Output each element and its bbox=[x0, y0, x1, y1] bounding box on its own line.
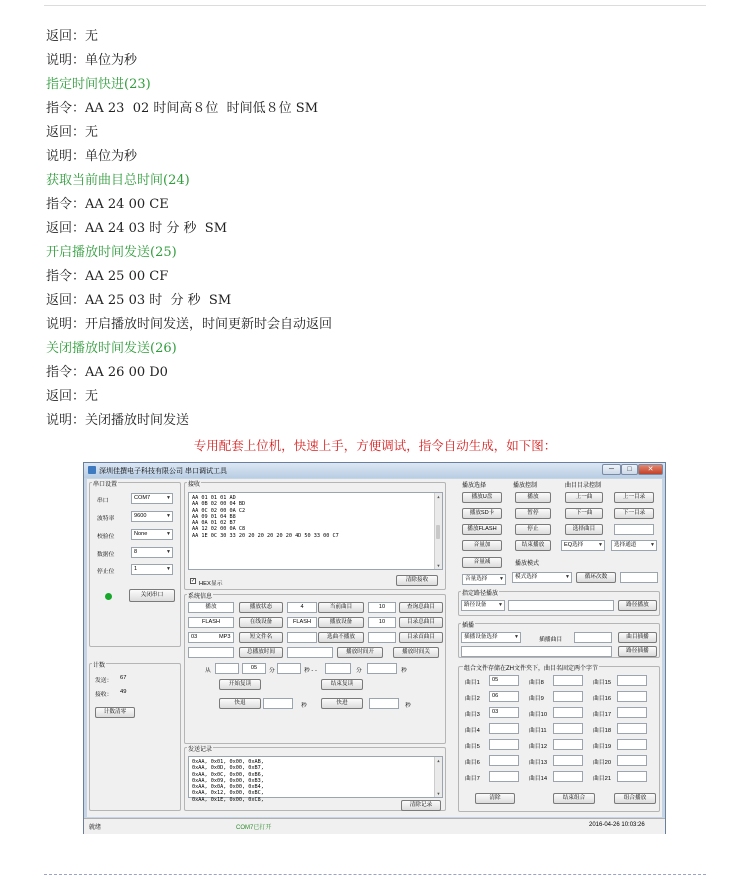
port-status-led bbox=[105, 593, 112, 600]
doc-line: 指令：AA 24 00 CE bbox=[46, 197, 169, 212]
doc-line: 说明：开启播放时间发送，时间更新时会自动返回 bbox=[46, 317, 333, 332]
databits-select[interactable] bbox=[131, 547, 173, 558]
app-icon bbox=[88, 466, 96, 474]
doc-line: 返回：无 bbox=[46, 389, 99, 404]
track-label: 曲目1 bbox=[465, 680, 480, 686]
track-label: 曲目2 bbox=[465, 696, 480, 702]
mode-select[interactable] bbox=[512, 572, 572, 583]
track-label: 曲目16 bbox=[593, 696, 612, 702]
loop-count-button[interactable]: 循环次数 bbox=[576, 572, 616, 583]
minute-label-1: 分 bbox=[269, 668, 275, 674]
track-input[interactable] bbox=[617, 707, 647, 718]
track-input[interactable] bbox=[489, 723, 519, 734]
insert-title: 插播 bbox=[461, 620, 475, 629]
promo-caption: 专用配套上位机，快速上手，方便调试，指令自动生成，如下图： bbox=[193, 438, 557, 453]
from-minute-spacer[interactable] bbox=[215, 663, 239, 674]
fast-forward-button[interactable]: 快进 bbox=[321, 698, 363, 709]
play-button[interactable]: 播放 bbox=[515, 492, 551, 503]
track-label: 曲目11 bbox=[529, 728, 547, 734]
total-tracks-value: 10 bbox=[368, 602, 396, 613]
doc-line: 指令：AA 23 02 时间高８位 时间低８位 SM bbox=[46, 101, 319, 116]
serial-debug-window bbox=[83, 462, 666, 834]
start-repeat-button[interactable]: 开始复读 bbox=[219, 679, 261, 690]
play-time-on-button[interactable]: 播放时间开 bbox=[337, 647, 383, 658]
track-label: 曲目5 bbox=[465, 744, 480, 750]
stopbits-value: 1 bbox=[134, 566, 138, 572]
play-device-value: FLASH bbox=[287, 617, 317, 628]
combo-play-button[interactable]: 组合播放 bbox=[614, 793, 656, 804]
short-name-num: 03 bbox=[191, 634, 198, 640]
sendlog-text: 0xAA, 0x01, 0x00, 0xAB, 0xAA, 0x0D, 0x00, 0xB7, 0xAA, 0x0C, 0x00, 0xB6, 0xAA, 0x09, 0x00, 0xB3, 0xAA, 0x0A, 0x00, 0xB4, 0xAA, 0x12, 0x00, 0xBC, 0xAA, 0x1E, 0x00, 0xC8, bbox=[192, 759, 264, 803]
channel-select[interactable] bbox=[611, 540, 657, 551]
scroll-down-icon[interactable]: ▼ bbox=[437, 791, 440, 796]
track-input[interactable] bbox=[617, 675, 647, 686]
track-input[interactable] bbox=[617, 771, 647, 782]
total-time-value bbox=[188, 647, 234, 658]
play-time-off-button[interactable]: 播放时间关 bbox=[393, 647, 439, 658]
play-control-title: 播放控制 bbox=[513, 483, 538, 489]
port-label: 串口 bbox=[97, 498, 109, 504]
insert-track-input[interactable] bbox=[574, 632, 612, 643]
chevron-down-icon: ▼ bbox=[650, 542, 655, 548]
doc-line: 说明：单位为秒 bbox=[46, 53, 138, 68]
select-no-play-input[interactable] bbox=[287, 632, 317, 643]
track-label: 曲目13 bbox=[529, 760, 548, 766]
port-value: COM7 bbox=[134, 495, 151, 501]
fast-forward-input[interactable] bbox=[369, 698, 399, 709]
track-label: 曲目6 bbox=[465, 760, 480, 766]
track-input[interactable]: 06 bbox=[489, 691, 519, 702]
play-state-button[interactable]: 播放状态 bbox=[239, 602, 283, 613]
stop-button[interactable]: 停止 bbox=[515, 524, 551, 535]
parity-value: None bbox=[134, 531, 148, 537]
track-input[interactable] bbox=[553, 723, 583, 734]
online-device-value: FLASH bbox=[188, 617, 234, 628]
chevron-down-icon: ▼ bbox=[166, 566, 171, 572]
counter-group bbox=[89, 663, 181, 811]
section-heading: 关闭播放时间发送(26) bbox=[46, 341, 177, 356]
short-name-ext: MP3 bbox=[219, 634, 231, 640]
track-input[interactable] bbox=[489, 771, 519, 782]
stopbits-label: 停止位 bbox=[97, 569, 115, 575]
clear-count-button[interactable]: 计数清零 bbox=[95, 707, 135, 718]
path-play-title: 指定路径播放 bbox=[461, 588, 499, 597]
close-port-button[interactable]: 关闭串口 bbox=[129, 589, 175, 602]
chevron-down-icon: ▼ bbox=[166, 549, 171, 555]
play-udisk-button[interactable]: 播放U盘 bbox=[462, 492, 502, 503]
insert-device-value: 插播设备选择 bbox=[464, 634, 498, 640]
prev-dir-button[interactable]: 上一目录 bbox=[614, 492, 654, 503]
query-total-button[interactable]: 查询总曲目 bbox=[399, 602, 443, 613]
parity-label: 校验位 bbox=[97, 534, 115, 540]
chevron-down-icon: ▼ bbox=[166, 513, 171, 519]
chevron-down-icon: ▼ bbox=[565, 574, 570, 580]
play-mode-title: 播放模式 bbox=[515, 561, 540, 567]
scroll-thumb[interactable] bbox=[436, 525, 440, 539]
play-device-button[interactable]: 播放设备 bbox=[318, 617, 364, 628]
track-label: 曲目20 bbox=[593, 760, 612, 766]
track-label: 曲目17 bbox=[593, 712, 612, 718]
clear-receive-button[interactable]: 清除接收 bbox=[396, 575, 438, 586]
sysinfo-title: 系统信息 bbox=[187, 591, 213, 600]
to-minute-input[interactable] bbox=[325, 663, 351, 674]
receive-title: 接收 bbox=[187, 479, 201, 488]
track-input[interactable] bbox=[617, 739, 647, 750]
insert-track-label: 插播曲目 bbox=[539, 637, 563, 643]
track-input[interactable]: 03 bbox=[489, 707, 519, 718]
receive-textarea[interactable] bbox=[188, 492, 443, 570]
play-state-value: 播放 bbox=[188, 602, 234, 613]
track-input[interactable] bbox=[553, 691, 583, 702]
from-second-input[interactable] bbox=[277, 663, 301, 674]
port-select[interactable] bbox=[131, 493, 173, 504]
path-insert-button[interactable]: 路径插播 bbox=[618, 646, 657, 657]
from-label: 从 bbox=[205, 668, 211, 674]
track-input[interactable] bbox=[617, 755, 647, 766]
end-repeat-button[interactable]: 结束复读 bbox=[321, 679, 363, 690]
doc-line: 指令：AA 26 00 D0 bbox=[46, 365, 168, 380]
scroll-down-icon[interactable]: ▼ bbox=[437, 563, 440, 568]
chevron-down-icon: ▼ bbox=[598, 542, 603, 548]
databits-label: 数据位 bbox=[97, 552, 115, 558]
next-track-button[interactable]: 下一曲 bbox=[565, 508, 603, 519]
volume-up-button[interactable]: 音量加 bbox=[462, 540, 502, 551]
prev-track-button[interactable]: 上一曲 bbox=[565, 492, 603, 503]
track-input[interactable] bbox=[553, 675, 583, 686]
eq-select-value: EQ选择 bbox=[564, 542, 584, 548]
next-dir-button[interactable]: 下一目录 bbox=[614, 508, 654, 519]
doc-line: 说明：单位为秒 bbox=[46, 149, 138, 164]
track-input[interactable] bbox=[489, 739, 519, 750]
status-ready: 就绪 bbox=[89, 825, 102, 831]
combo-play-title: 组合文件存储在ZH文件夹下，曲目名固定两个字节 bbox=[463, 663, 599, 672]
recv-count: 49 bbox=[120, 689, 127, 695]
stopbits-select[interactable] bbox=[131, 564, 173, 575]
track-input[interactable] bbox=[617, 723, 647, 734]
short-filename-button[interactable]: 短文件名 bbox=[239, 632, 283, 643]
top-divider bbox=[44, 5, 706, 6]
track-insert-button[interactable]: 曲目插播 bbox=[618, 632, 657, 643]
track-input[interactable] bbox=[489, 755, 519, 766]
dir-control-title: 曲目目录控制 bbox=[565, 483, 602, 489]
online-device-button[interactable]: 在线设备 bbox=[239, 617, 283, 628]
track-label: 曲目19 bbox=[593, 744, 612, 750]
end-combo-button[interactable]: 结束组合 bbox=[553, 793, 595, 804]
baud-value: 9600 bbox=[134, 513, 147, 519]
path-device-select[interactable] bbox=[461, 600, 505, 611]
fast-back-button[interactable]: 快退 bbox=[219, 698, 261, 709]
select-track-button[interactable]: 选择曲目 bbox=[565, 524, 603, 535]
doc-line: 返回：AA 25 03 时 分 秒 SM bbox=[46, 293, 232, 308]
parity-select[interactable] bbox=[131, 529, 173, 540]
pause-button[interactable]: 暂停 bbox=[515, 508, 551, 519]
receive-text: AA 01 01 01 AD AA 0B 02 00 04 BD AA 0C 02 00 0A C2 AA 09 01 04 B8 AA 0A 01 02 B7 AA 12 02 00 0A C8 AA 1E 0C 30 33 20 20 20 20 20 20 4D 50 33 00 C7 bbox=[192, 495, 339, 539]
chevron-down-icon: ▼ bbox=[499, 576, 504, 582]
track-label: 曲目4 bbox=[465, 728, 480, 734]
eq-select[interactable] bbox=[561, 540, 605, 551]
hex-label: HEX显示 bbox=[199, 581, 223, 587]
sendlog-scrollbar[interactable] bbox=[434, 757, 442, 797]
bottom-divider bbox=[44, 874, 706, 875]
hex-checkbox[interactable]: ✓ bbox=[191, 578, 196, 584]
select-no-play-button[interactable]: 选曲不播放 bbox=[318, 632, 364, 643]
to-second-input[interactable] bbox=[367, 663, 397, 674]
track-input[interactable] bbox=[553, 755, 583, 766]
sendlog-title: 发送记录 bbox=[187, 744, 213, 753]
dir-first-button[interactable]: 目录首曲目 bbox=[399, 632, 443, 643]
track-input[interactable]: 05 bbox=[489, 675, 519, 686]
current-track-button[interactable]: 当前曲目 bbox=[318, 602, 364, 613]
track-label: 曲目12 bbox=[529, 744, 548, 750]
insert-path-input[interactable] bbox=[461, 646, 612, 657]
counter-title: 计数 bbox=[92, 660, 106, 669]
sent-count: 67 bbox=[120, 675, 127, 681]
combo-clear-button[interactable]: 清除 bbox=[475, 793, 515, 804]
status-datetime: 2016-04-26 10:03:26 bbox=[589, 822, 645, 828]
baud-select[interactable] bbox=[131, 511, 173, 522]
doc-line: 说明：关闭播放时间发送 bbox=[46, 413, 190, 428]
section-heading: 获取当前曲目总时间(24) bbox=[46, 173, 190, 188]
doc-line: 返回：AA 24 03 时 分 秒 SM bbox=[46, 221, 228, 236]
sent-label: 发送： bbox=[95, 678, 113, 684]
insert-device-select[interactable] bbox=[461, 632, 521, 643]
close-icon[interactable]: ✕ bbox=[638, 464, 663, 475]
play-time-value bbox=[287, 647, 333, 658]
track-label: 曲目8 bbox=[529, 680, 544, 686]
volume-down-button[interactable]: 音量减 bbox=[462, 557, 502, 568]
dir-first-input[interactable] bbox=[368, 632, 396, 643]
from-minute-input[interactable]: 05 bbox=[242, 663, 266, 674]
channel-select-value: 选择通道 bbox=[614, 542, 637, 548]
loop-count-input[interactable] bbox=[620, 572, 658, 583]
fast-back-input[interactable] bbox=[263, 698, 293, 709]
track-label: 曲目7 bbox=[465, 776, 480, 782]
track-label: 曲目21 bbox=[593, 776, 612, 782]
doc-line: 指令：AA 25 00 CF bbox=[46, 269, 169, 284]
receive-scrollbar[interactable] bbox=[434, 493, 442, 569]
document-body bbox=[46, 25, 706, 433]
second-label-3: 秒 bbox=[301, 703, 307, 709]
track-input[interactable] bbox=[553, 771, 583, 782]
select-track-input[interactable] bbox=[614, 524, 654, 535]
baud-label: 波特率 bbox=[97, 516, 115, 522]
current-track-value: 4 bbox=[287, 602, 317, 613]
recv-label: 接收： bbox=[95, 692, 113, 698]
section-heading: 指定时间快进(23) bbox=[46, 77, 151, 92]
dir-total-value: 10 bbox=[368, 617, 396, 628]
play-select-title: 播放选择 bbox=[462, 483, 487, 489]
window-client bbox=[87, 479, 662, 817]
section-heading: 开启播放时间发送(25) bbox=[46, 245, 177, 260]
second-label-1: 秒 - - bbox=[304, 668, 317, 674]
track-input[interactable] bbox=[617, 691, 647, 702]
path-device-value: 路径设备 bbox=[464, 602, 487, 608]
scroll-up-icon[interactable]: ▲ bbox=[437, 494, 440, 499]
track-input[interactable] bbox=[553, 739, 583, 750]
total-time-button[interactable]: 总播放时间 bbox=[239, 647, 283, 658]
second-label-4: 秒 bbox=[405, 703, 411, 709]
clear-log-button[interactable]: 清除记录 bbox=[401, 800, 441, 811]
track-label: 曲目18 bbox=[593, 728, 612, 734]
path-input[interactable] bbox=[508, 600, 614, 611]
end-play-button[interactable]: 结束播放 bbox=[515, 540, 551, 551]
track-label: 曲目15 bbox=[593, 680, 612, 686]
scroll-up-icon[interactable]: ▲ bbox=[437, 758, 440, 763]
minimize-icon[interactable]: ─ bbox=[602, 464, 621, 475]
mode-select-value: 模式选择 bbox=[515, 574, 538, 580]
databits-value: 8 bbox=[134, 549, 138, 555]
track-label: 曲目10 bbox=[529, 712, 548, 718]
status-port-open: COM7已打开 bbox=[236, 825, 272, 831]
second-label-2: 秒 bbox=[401, 668, 407, 674]
window-title: 深圳佳撰电子科技有限公司 串口调试工具 bbox=[99, 468, 227, 475]
minute-label-2: 分 bbox=[356, 668, 362, 674]
serial-settings-title: 串口设置 bbox=[92, 479, 118, 488]
volume-select-value: 音量选择 bbox=[465, 576, 488, 582]
track-input[interactable] bbox=[553, 707, 583, 718]
window-titlebar[interactable] bbox=[84, 463, 665, 478]
path-play-button[interactable]: 路径播放 bbox=[618, 600, 657, 611]
chevron-down-icon: ▼ bbox=[498, 602, 503, 608]
track-label: 曲目9 bbox=[529, 696, 544, 702]
doc-line: 返回：无 bbox=[46, 29, 99, 44]
status-bar bbox=[84, 818, 665, 834]
track-label: 曲目14 bbox=[529, 776, 548, 782]
dir-total-button[interactable]: 目录总曲目 bbox=[399, 617, 443, 628]
chevron-down-icon: ▼ bbox=[166, 495, 171, 501]
track-label: 曲目3 bbox=[465, 712, 480, 718]
chevron-down-icon: ▼ bbox=[514, 634, 519, 640]
doc-line: 返回：无 bbox=[46, 125, 99, 140]
volume-select[interactable] bbox=[462, 574, 506, 585]
play-flash-button[interactable]: 播放FLASH bbox=[462, 524, 502, 535]
chevron-down-icon: ▼ bbox=[166, 531, 171, 537]
sendlog-textarea[interactable] bbox=[188, 756, 443, 803]
short-name-value bbox=[188, 632, 234, 643]
play-sd-button[interactable]: 播放SD卡 bbox=[462, 508, 502, 519]
maximize-icon[interactable]: □ bbox=[621, 464, 638, 475]
